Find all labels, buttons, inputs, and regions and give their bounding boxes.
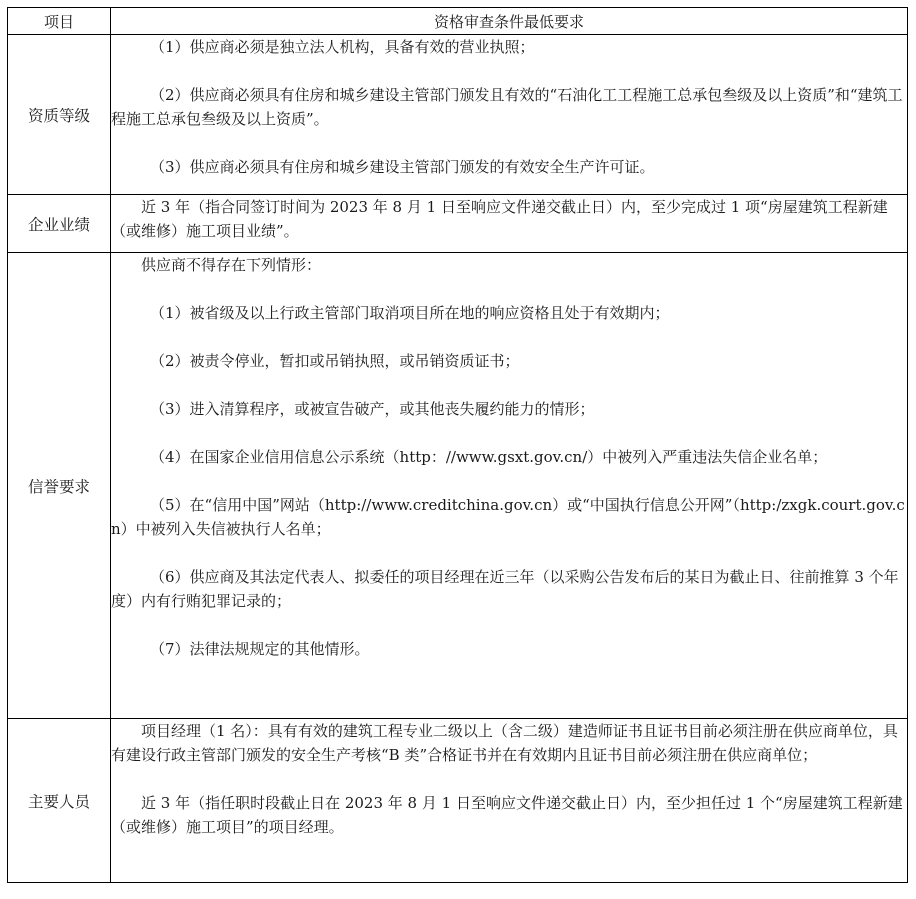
row-content-personnel [111,719,908,883]
table-row [8,253,908,719]
personnel-experience-text: 近 3 年（指任职时段截止日在 2023 年 8 月 1 日至响应文件递交截止日）内，至少担任过 1 个“房屋建筑工程新建（或维修）施工项目”的项目经理。 [111,794,903,836]
personnel-manager-text: 项目经理（1 名）：具有有效的建筑工程专业二级以上（含二级）建造师证书且证书目前必须注册在供应商单位，具有建设行政主管部门颁发的安全生产考核“B 类”合格证书并在有效期内且证书目前必须注册在供应商单位； [111,722,898,764]
header-item: 项目 [8,8,111,35]
row-label-qualification: 资质等级 [8,35,111,195]
credibility-item-1: （1）被省级及以上行政主管部门取消项目所在地的响应资格且处于有效期内； [150,304,670,322]
table-row [8,195,908,253]
credibility-item-3: （3）进入清算程序，或被宣告破产，或其他丧失履约能力的情形； [150,400,595,418]
credibility-item-4: （4）在国家企业信用信息公示系统（http：//www.gsxt.gov.cn/）中被列入严重违法失信企业名单； [150,448,828,466]
performance-text: 近 3 年（指合同签订时间为 2023 年 8 月 1 日至响应文件递交截止日）内，至少完成过 1 项“房屋建筑工程新建（或维修）施工项目业绩”。 [111,198,888,240]
qualification-item-2: （2）供应商必须具有住房和城乡建设主管部门颁发且有效的“石油化工工程施工总承包叁级及以上资质”和“建筑工程施工总承包叁级及以上资质”。 [111,86,903,128]
table-row [8,719,908,883]
credibility-item-7: （7）法律法规规定的其他情形。 [150,640,370,658]
qualification-item-1: （1）供应商必须是独立法人机构，具备有效的营业执照； [150,38,535,56]
credibility-item-5: （5）在“信用中国”网站（http://www.creditchina.gov.cn）或“中国执行信息公开网”（http:/zxgk.court.gov.cn）中被列入失信被执行人名单； [111,496,905,538]
row-label-credibility: 信誉要求 [8,253,111,719]
header-requirement: 资格审查条件最低要求 [111,8,908,35]
credibility-item-2: （2）被责令停业，暂扣或吊销执照，或吊销资质证书； [150,352,520,370]
row-content-performance [111,195,908,253]
credibility-intro: 供应商不得存在下列情形： [141,256,322,274]
credibility-item-6: （6）供应商及其法定代表人、拟委任的项目经理在近三年（以采购公告发布后的某日为截止日、往前推算 3 个年度）内有行贿犯罪记录的； [111,568,899,610]
row-label-performance: 企业业绩 [8,195,111,253]
qualification-requirements-table [7,7,908,883]
row-label-personnel: 主要人员 [8,719,111,883]
qualification-item-3: （3）供应商必须具有住房和城乡建设主管部门颁发的有效安全生产许可证。 [150,158,655,176]
table-header-row [8,8,908,35]
table-row [8,35,908,195]
row-content-qualification [111,35,908,195]
row-content-credibility [111,253,908,719]
